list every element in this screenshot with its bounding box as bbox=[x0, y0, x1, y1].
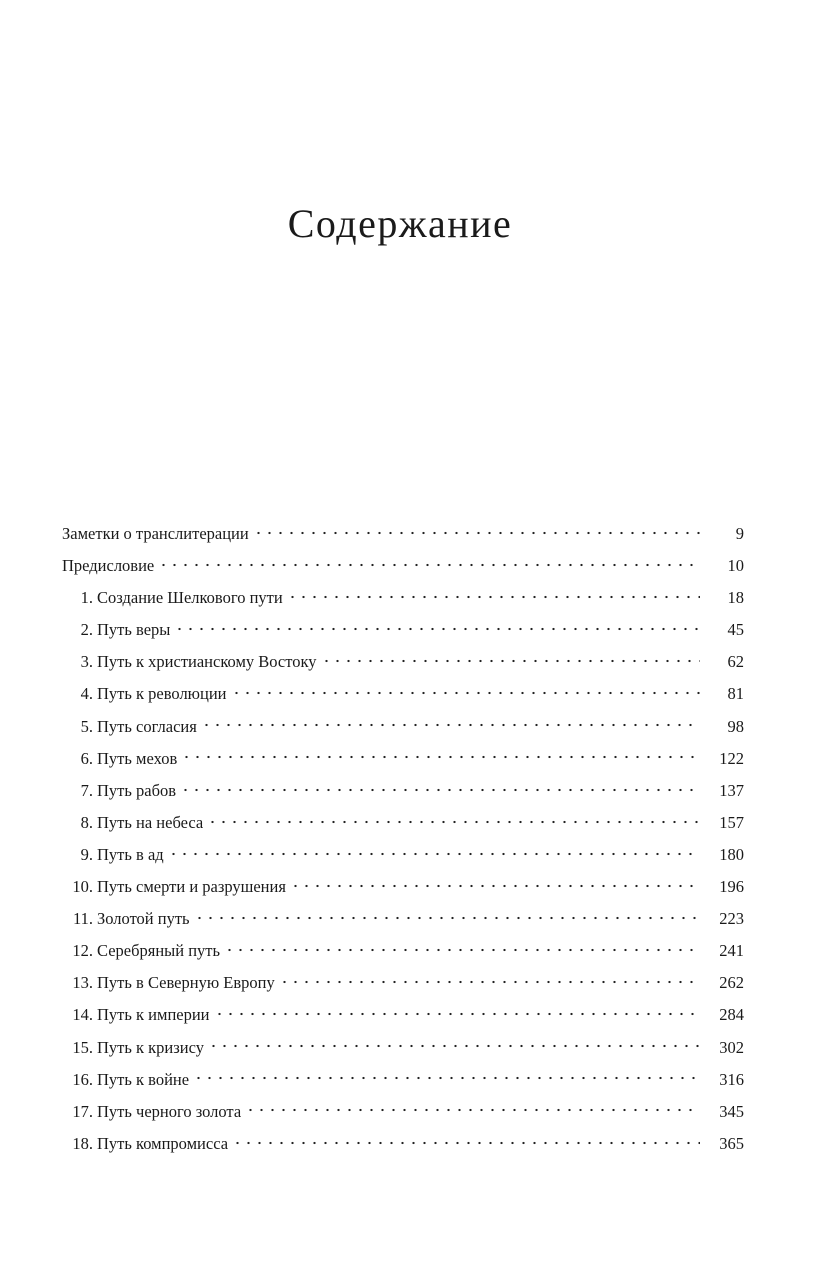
toc-entry-page: 302 bbox=[719, 1037, 744, 1057]
toc-entry-number: 8. bbox=[80, 812, 93, 832]
toc-entry-page: 196 bbox=[719, 877, 744, 897]
toc-entry-number: 12. bbox=[72, 941, 93, 961]
toc-entry-title: Путь веры bbox=[97, 620, 171, 640]
toc-entry-number: 10. bbox=[72, 877, 93, 897]
toc-entry bbox=[62, 903, 744, 935]
toc-entry-page: 122 bbox=[719, 748, 744, 768]
toc-entry bbox=[62, 1128, 744, 1160]
toc-entry-number: 6. bbox=[80, 748, 93, 768]
dot-leader bbox=[181, 749, 700, 766]
toc-entry-page: 45 bbox=[727, 620, 744, 640]
toc-entry-number: 5. bbox=[80, 716, 93, 736]
toc-entry-title: Путь к кризису bbox=[97, 1037, 204, 1057]
dot-leader bbox=[201, 717, 700, 734]
dot-leader bbox=[208, 1038, 700, 1055]
dot-leader bbox=[214, 1006, 700, 1023]
toc-entry-title: Путь смерти и разрушения bbox=[97, 877, 286, 897]
toc-entry-page: 81 bbox=[727, 684, 744, 704]
table-of-contents bbox=[62, 518, 744, 1160]
dot-leader bbox=[180, 781, 700, 798]
toc-entry bbox=[62, 711, 744, 743]
toc-entry-number: 1. bbox=[80, 588, 93, 608]
toc-entry-title: Путь в Северную Европу bbox=[97, 973, 275, 993]
toc-entry-number: 9. bbox=[80, 844, 93, 864]
toc-entry-title: Заметки о транслитерации bbox=[62, 524, 249, 543]
toc-entry-page: 316 bbox=[719, 1069, 744, 1089]
dot-leader bbox=[224, 942, 700, 959]
toc-entry-page: 18 bbox=[727, 588, 744, 608]
toc-entry bbox=[62, 871, 744, 903]
dot-leader bbox=[290, 878, 700, 895]
toc-entry-page: 62 bbox=[727, 652, 744, 672]
toc-entry-page: 98 bbox=[727, 716, 744, 736]
toc-entry-page: 262 bbox=[719, 973, 744, 993]
toc-entry-page: 10 bbox=[727, 556, 744, 576]
toc-entry bbox=[62, 1064, 744, 1096]
toc-entry-page: 137 bbox=[719, 780, 744, 800]
toc-entry-title: Путь мехов bbox=[97, 748, 178, 768]
toc-entry bbox=[62, 550, 744, 582]
toc-entry bbox=[62, 1096, 744, 1128]
toc-entry-title: Путь к империи bbox=[97, 1005, 210, 1025]
toc-entry bbox=[62, 967, 744, 999]
dot-leader bbox=[279, 974, 700, 991]
toc-entry bbox=[62, 775, 744, 807]
toc-entry-number: 14. bbox=[72, 1005, 93, 1025]
toc-entry-number: 11. bbox=[72, 909, 93, 929]
toc-entry bbox=[62, 935, 744, 967]
toc-entry-page: 345 bbox=[719, 1101, 744, 1121]
toc-entry-title: Путь рабов bbox=[97, 780, 177, 800]
dot-leader bbox=[207, 813, 700, 830]
toc-entry bbox=[62, 582, 744, 614]
toc-entry-number: 4. bbox=[80, 684, 93, 704]
dot-leader bbox=[194, 910, 700, 927]
toc-entry-title: Путь к войне bbox=[97, 1069, 190, 1089]
dot-leader bbox=[193, 1070, 700, 1087]
toc-entry bbox=[62, 1032, 744, 1064]
toc-entry-number: 18. bbox=[72, 1133, 93, 1153]
toc-entry-title: Серебряный путь bbox=[97, 941, 221, 961]
page-title: Содержание bbox=[287, 201, 513, 246]
dot-leader bbox=[174, 621, 700, 638]
dot-leader bbox=[231, 685, 700, 702]
toc-entry-number: 13. bbox=[72, 973, 93, 993]
dot-leader bbox=[253, 525, 700, 542]
toc-entry-title: Создание Шелкового пути bbox=[97, 588, 283, 608]
toc-entry-page: 284 bbox=[719, 1005, 744, 1025]
toc-entry-number: 3. bbox=[80, 652, 93, 672]
toc-entry-page: 241 bbox=[719, 941, 744, 961]
dot-leader bbox=[232, 1134, 700, 1151]
toc-entry bbox=[62, 999, 744, 1031]
toc-entry-title: Путь к христианскому Востоку bbox=[97, 652, 317, 672]
dot-leader bbox=[245, 1102, 700, 1119]
dot-leader bbox=[158, 557, 700, 574]
toc-entry bbox=[62, 743, 744, 775]
toc-entry-page: 180 bbox=[719, 844, 744, 864]
toc-entry-number: 16. bbox=[72, 1069, 93, 1089]
dot-leader bbox=[168, 845, 700, 862]
toc-entry-page: 223 bbox=[719, 909, 744, 929]
toc-entry-page: 157 bbox=[719, 812, 744, 832]
dot-leader bbox=[287, 589, 700, 606]
toc-entry-title: Путь в ад bbox=[97, 844, 164, 864]
toc-entry bbox=[62, 614, 744, 646]
toc-entry-title: Путь к революции bbox=[97, 684, 227, 704]
toc-entry bbox=[62, 678, 744, 710]
toc-entry-title: Путь на небеса bbox=[97, 812, 204, 832]
toc-entry-title: Золотой путь bbox=[97, 909, 190, 929]
toc-entry-number: 2. bbox=[80, 620, 93, 640]
toc-entry-page: 365 bbox=[719, 1133, 744, 1153]
toc-entry-title: Путь согласия bbox=[97, 716, 197, 736]
toc-entry-number: 17. bbox=[72, 1101, 93, 1121]
dot-leader bbox=[321, 653, 700, 670]
toc-entry bbox=[62, 646, 744, 678]
toc-entry bbox=[62, 518, 744, 550]
toc-entry-number: 7. bbox=[80, 780, 93, 800]
toc-entry-title: Путь черного золота bbox=[97, 1101, 242, 1121]
toc-entry-title: Предисловие bbox=[62, 556, 155, 576]
toc-entry bbox=[62, 839, 744, 871]
toc-entry-title: Путь компромисса bbox=[97, 1133, 229, 1153]
toc-entry-number: 15. bbox=[72, 1037, 93, 1057]
toc-entry bbox=[62, 807, 744, 839]
toc-entry-page: 9 bbox=[735, 524, 744, 543]
